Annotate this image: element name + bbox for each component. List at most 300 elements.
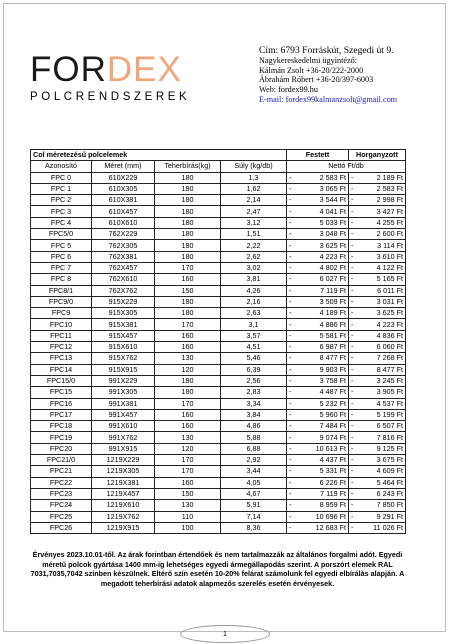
contact-address: Cím: 6793 Forráskút, Szegedi út 9. <box>259 45 394 56</box>
galvanized-price-cell: 4 223 Ft <box>357 319 406 330</box>
weight-cell: 4,51 <box>221 342 287 353</box>
load-capacity-cell: 170 <box>155 319 221 330</box>
painted-dash-cell: - <box>287 500 299 511</box>
size-cell: 610X457 <box>92 206 155 217</box>
galvanized-price-cell: 3 427 Ft <box>357 206 406 217</box>
weight-cell: 2,56 <box>221 375 287 386</box>
weight-cell: 4,05 <box>221 477 287 488</box>
weight-cell: 4,67 <box>221 488 287 499</box>
load-capacity-cell: 180 <box>155 183 221 194</box>
load-capacity-cell: 170 <box>155 455 221 466</box>
painted-dash-cell: - <box>287 443 299 454</box>
galvanized-dash-cell: - <box>349 342 357 353</box>
painted-dash-cell: - <box>287 330 299 341</box>
product-id-cell: FPC17 <box>31 409 92 420</box>
column-header: Teherbírás(kg) <box>155 161 221 172</box>
painted-dash-cell: - <box>287 364 299 375</box>
product-id-cell: FPC 8 <box>31 274 92 285</box>
table-row <box>31 500 406 511</box>
painted-price-cell: 4 223 Ft <box>299 251 349 262</box>
painted-dash-cell: - <box>287 455 299 466</box>
product-id-cell: FPC10 <box>31 319 92 330</box>
header-festett: Festett <box>287 150 349 161</box>
load-capacity-cell: 160 <box>155 421 221 432</box>
size-cell: 762X457 <box>92 262 155 273</box>
contact-line: Ábrahám Róbert +36-20/397-6003 <box>259 75 374 85</box>
painted-dash-cell: - <box>287 421 299 432</box>
product-id-cell: FPC13 <box>31 353 92 364</box>
galvanized-dash-cell: - <box>349 195 357 206</box>
weight-cell: 6,39 <box>221 364 287 375</box>
galvanized-price-cell: 3 625 Ft <box>357 308 406 319</box>
galvanized-dash-cell: - <box>349 375 357 386</box>
load-capacity-cell: 170 <box>155 466 221 477</box>
product-id-cell: FPC26 <box>31 522 92 533</box>
product-id-cell: FPC24 <box>31 500 92 511</box>
weight-cell: 1,62 <box>221 183 287 194</box>
painted-price-cell: 5 232 Ft <box>299 398 349 409</box>
table-row <box>31 217 406 228</box>
size-cell: 610X610 <box>92 217 155 228</box>
table-row <box>31 409 406 420</box>
table-row <box>31 319 406 330</box>
product-id-cell: FPC19 <box>31 432 92 443</box>
galvanized-price-cell: 4 609 Ft <box>357 466 406 477</box>
table-row <box>31 308 406 319</box>
table-row <box>31 364 406 375</box>
size-cell: 762X305 <box>92 240 155 251</box>
product-id-cell: FPC 6 <box>31 251 92 262</box>
contact-email[interactable]: E-mail: fordex99kalmanzsolt@gmail.com <box>259 94 398 104</box>
galvanized-price-cell: 2 189 Ft <box>357 172 406 183</box>
painted-price-cell: 8 959 Ft <box>299 500 349 511</box>
galvanized-dash-cell: - <box>349 262 357 273</box>
painted-price-cell: 4 886 Ft <box>299 319 349 330</box>
table-row <box>31 342 406 353</box>
galvanized-price-cell: 4 255 Ft <box>357 217 406 228</box>
galvanized-dash-cell: - <box>349 274 357 285</box>
table-row <box>31 251 406 262</box>
painted-price-cell: 12 683 Ft <box>299 522 349 533</box>
table-row <box>31 195 406 206</box>
galvanized-dash-cell: - <box>349 500 357 511</box>
galvanized-price-cell: 3 031 Ft <box>357 296 406 307</box>
table-row <box>31 432 406 443</box>
galvanized-dash-cell: - <box>349 455 357 466</box>
galvanized-dash-cell: - <box>349 183 357 194</box>
galvanized-dash-cell: - <box>349 522 357 533</box>
size-cell: 991X610 <box>92 421 155 432</box>
load-capacity-cell: 160 <box>155 409 221 420</box>
galvanized-dash-cell: - <box>349 488 357 499</box>
painted-price-cell: 6 027 Ft <box>299 274 349 285</box>
load-capacity-cell: 180 <box>155 195 221 206</box>
table-row <box>31 387 406 398</box>
painted-dash-cell: - <box>287 285 299 296</box>
painted-dash-cell: - <box>287 262 299 273</box>
painted-dash-cell: - <box>287 353 299 364</box>
size-cell: 1219X762 <box>92 511 155 522</box>
product-id-cell: FPC5/0 <box>31 229 92 240</box>
load-capacity-cell: 100 <box>155 522 221 533</box>
galvanized-dash-cell: - <box>349 251 357 262</box>
galvanized-price-cell: 6 011 Ft <box>357 285 406 296</box>
painted-dash-cell: - <box>287 229 299 240</box>
weight-cell: 5,91 <box>221 500 287 511</box>
load-capacity-cell: 180 <box>155 172 221 183</box>
company-logo <box>30 52 190 103</box>
galvanized-price-cell: 7 816 Ft <box>357 432 406 443</box>
galvanized-dash-cell: - <box>349 240 357 251</box>
painted-dash-cell: - <box>287 511 299 522</box>
load-capacity-cell: 130 <box>155 353 221 364</box>
painted-price-cell: 3 065 Ft <box>299 183 349 194</box>
size-cell: 1219X305 <box>92 466 155 477</box>
table-row <box>31 511 406 522</box>
painted-dash-cell: - <box>287 217 299 228</box>
logo-text-dex: DEX <box>106 50 182 89</box>
galvanized-price-cell: 6 243 Ft <box>357 488 406 499</box>
painted-price-cell: 6 987 Ft <box>299 342 349 353</box>
weight-cell: 2,14 <box>221 195 287 206</box>
table-row <box>31 229 406 240</box>
size-cell: 915X915 <box>92 364 155 375</box>
table-row <box>31 375 406 386</box>
table-row <box>31 262 406 273</box>
painted-price-cell: 7 119 Ft <box>299 488 349 499</box>
validity-note: Érvényes 2023.10.01-től. Az árak forintban értendőek és nem tartalmazzák az általános forgalmi adót. Egyedi méretű polcok gyártása 1400 mm-ig lehetséges egyedi ármegállapodás szerint. A porszórt elemek RAL 7031,7035,7042 színben készülnek. Eltérő szín esetén 10-20% felárat számolunk fel egyedi elbírálás alapján. A megadott teherbírási adatok alapmezős szerelés esetén érvényesek. <box>30 550 405 588</box>
galvanized-dash-cell: - <box>349 206 357 217</box>
table-row <box>31 522 406 533</box>
painted-price-cell: 6 226 Ft <box>299 477 349 488</box>
painted-price-cell: 4 041 Ft <box>299 206 349 217</box>
table-row <box>31 330 406 341</box>
product-id-cell: FPC9 <box>31 308 92 319</box>
galvanized-dash-cell: - <box>349 353 357 364</box>
table-row <box>31 296 406 307</box>
load-capacity-cell: 180 <box>155 296 221 307</box>
weight-cell: 3,1 <box>221 319 287 330</box>
size-cell: 610X229 <box>92 172 155 183</box>
size-cell: 762X762 <box>92 285 155 296</box>
table-row <box>31 421 406 432</box>
painted-dash-cell: - <box>287 319 299 330</box>
galvanized-dash-cell: - <box>349 217 357 228</box>
load-capacity-cell: 180 <box>155 217 221 228</box>
painted-price-cell: 5 033 Ft <box>299 217 349 228</box>
size-cell: 991X305 <box>92 387 155 398</box>
galvanized-price-cell: 3 610 Ft <box>357 251 406 262</box>
galvanized-price-cell: 5 464 Ft <box>357 477 406 488</box>
weight-cell: 3,12 <box>221 217 287 228</box>
galvanized-dash-cell: - <box>349 409 357 420</box>
contact-web: Web: fordex99.hu <box>259 85 318 95</box>
table-row <box>31 240 406 251</box>
load-capacity-cell: 120 <box>155 443 221 454</box>
product-id-cell: FPC11 <box>31 330 92 341</box>
size-cell: 610X305 <box>92 183 155 194</box>
painted-dash-cell: - <box>287 398 299 409</box>
size-cell: 762X229 <box>92 229 155 240</box>
column-header: Azonosító <box>31 161 92 172</box>
galvanized-dash-cell: - <box>349 466 357 477</box>
product-id-cell: FPC15 <box>31 387 92 398</box>
table-row <box>31 172 406 183</box>
product-id-cell: FPC18 <box>31 421 92 432</box>
load-capacity-cell: 170 <box>155 262 221 273</box>
galvanized-dash-cell: - <box>349 296 357 307</box>
galvanized-price-cell: 4 836 Ft <box>357 330 406 341</box>
painted-price-cell: 10 613 Ft <box>299 443 349 454</box>
painted-dash-cell: - <box>287 375 299 386</box>
load-capacity-cell: 160 <box>155 330 221 341</box>
painted-dash-cell: - <box>287 240 299 251</box>
painted-dash-cell: - <box>287 432 299 443</box>
galvanized-price-cell: 11 026 Ft <box>357 522 406 533</box>
galvanized-dash-cell: - <box>349 285 357 296</box>
galvanized-price-cell: 5 165 Ft <box>357 274 406 285</box>
page-number: 1 <box>180 625 270 643</box>
product-id-cell: FPC12 <box>31 342 92 353</box>
galvanized-dash-cell: - <box>349 477 357 488</box>
size-cell: 610X381 <box>92 195 155 206</box>
galvanized-dash-cell: - <box>349 319 357 330</box>
painted-price-cell: 9 074 Ft <box>299 432 349 443</box>
painted-dash-cell: - <box>287 466 299 477</box>
size-cell: 991X915 <box>92 443 155 454</box>
galvanized-price-cell: 4 122 Ft <box>357 262 406 273</box>
painted-price-cell: 5 581 Ft <box>299 330 349 341</box>
galvanized-dash-cell: - <box>349 387 357 398</box>
product-id-cell: FPC 1 <box>31 183 92 194</box>
product-id-cell: FPC16 <box>31 398 92 409</box>
painted-dash-cell: - <box>287 296 299 307</box>
weight-cell: 1,51 <box>221 229 287 240</box>
size-cell: 1219X381 <box>92 477 155 488</box>
galvanized-dash-cell: - <box>349 330 357 341</box>
galvanized-price-cell: 3 905 Ft <box>357 387 406 398</box>
product-id-cell: FPC21/0 <box>31 455 92 466</box>
size-cell: 762X610 <box>92 274 155 285</box>
galvanized-dash-cell: - <box>349 308 357 319</box>
load-capacity-cell: 180 <box>155 387 221 398</box>
weight-cell: 3,81 <box>221 274 287 285</box>
weight-cell: 3,44 <box>221 466 287 477</box>
galvanized-dash-cell: - <box>349 398 357 409</box>
load-capacity-cell: 180 <box>155 375 221 386</box>
load-capacity-cell: 150 <box>155 488 221 499</box>
painted-dash-cell: - <box>287 206 299 217</box>
size-cell: 991X229 <box>92 375 155 386</box>
size-cell: 1219X610 <box>92 500 155 511</box>
weight-cell: 8,36 <box>221 522 287 533</box>
size-cell: 991X457 <box>92 409 155 420</box>
galvanized-price-cell: 7 268 Ft <box>357 353 406 364</box>
table-row <box>31 353 406 364</box>
painted-dash-cell: - <box>287 409 299 420</box>
table-row <box>31 466 406 477</box>
weight-cell: 2,62 <box>221 251 287 262</box>
weight-cell: 2,92 <box>221 455 287 466</box>
size-cell: 1219X457 <box>92 488 155 499</box>
product-id-cell: FPC9/0 <box>31 296 92 307</box>
weight-cell: 2,16 <box>221 296 287 307</box>
header-horganyzott: Horganyzott <box>349 150 406 161</box>
table-row <box>31 398 406 409</box>
painted-dash-cell: - <box>287 387 299 398</box>
weight-cell: 7,14 <box>221 511 287 522</box>
weight-cell: 4,86 <box>221 421 287 432</box>
contact-block <box>259 45 397 105</box>
table-row <box>31 477 406 488</box>
galvanized-price-cell: 3 245 Ft <box>357 375 406 386</box>
size-cell: 915X457 <box>92 330 155 341</box>
table-row <box>31 206 406 217</box>
painted-price-cell: 7 119 Ft <box>299 285 349 296</box>
load-capacity-cell: 180 <box>155 240 221 251</box>
painted-dash-cell: - <box>287 488 299 499</box>
galvanized-price-cell: 2 583 Ft <box>357 183 406 194</box>
product-id-cell: FPC 2 <box>31 195 92 206</box>
galvanized-price-cell: 4 537 Ft <box>357 398 406 409</box>
galvanized-price-cell: 3 675 Ft <box>357 455 406 466</box>
galvanized-price-cell: 6 060 Ft <box>357 342 406 353</box>
product-id-cell: FPC 3 <box>31 206 92 217</box>
load-capacity-cell: 180 <box>155 308 221 319</box>
weight-cell: 3,34 <box>221 398 287 409</box>
product-id-cell: FPC23 <box>31 488 92 499</box>
painted-price-cell: 3 509 Ft <box>299 296 349 307</box>
painted-price-cell: 3 758 Ft <box>299 375 349 386</box>
load-capacity-cell: 180 <box>155 206 221 217</box>
painted-price-cell: 3 048 Ft <box>299 229 349 240</box>
table-row <box>31 488 406 499</box>
size-cell: 915X381 <box>92 319 155 330</box>
product-id-cell: FPC 7 <box>31 262 92 273</box>
painted-dash-cell: - <box>287 522 299 533</box>
product-id-cell: FPC21 <box>31 466 92 477</box>
painted-price-cell: 10 696 Ft <box>299 511 349 522</box>
galvanized-dash-cell: - <box>349 511 357 522</box>
load-capacity-cell: 120 <box>155 364 221 375</box>
painted-dash-cell: - <box>287 172 299 183</box>
painted-price-cell: 5 331 Ft <box>299 466 349 477</box>
size-cell: 991X381 <box>92 398 155 409</box>
weight-cell: 3,02 <box>221 262 287 273</box>
painted-dash-cell: - <box>287 308 299 319</box>
load-capacity-cell: 110 <box>155 511 221 522</box>
weight-cell: 3,57 <box>221 330 287 341</box>
product-id-cell: FPC20 <box>31 443 92 454</box>
painted-price-cell: 7 484 Ft <box>299 421 349 432</box>
painted-price-cell: 4 802 Ft <box>299 262 349 273</box>
size-cell: 1219X915 <box>92 522 155 533</box>
load-capacity-cell: 180 <box>155 229 221 240</box>
painted-price-cell: 2 583 Ft <box>299 172 349 183</box>
size-cell: 991X762 <box>92 432 155 443</box>
weight-cell: 6,88 <box>221 443 287 454</box>
weight-cell: 5,88 <box>221 432 287 443</box>
product-id-cell: FPC 4 <box>31 217 92 228</box>
galvanized-price-cell: 9 291 Ft <box>357 511 406 522</box>
table-row <box>31 274 406 285</box>
painted-price-cell: 3 544 Ft <box>299 195 349 206</box>
table-row <box>31 183 406 194</box>
contact-line: Nagykereskedelmi ügyintéző: <box>259 56 357 65</box>
weight-cell: 4,26 <box>221 285 287 296</box>
load-capacity-cell: 130 <box>155 432 221 443</box>
logo-subtitle: POLCRENDSZEREK <box>30 91 191 103</box>
painted-price-cell: 3 625 Ft <box>299 240 349 251</box>
size-cell: 762X381 <box>92 251 155 262</box>
table-row <box>31 443 406 454</box>
load-capacity-cell: 150 <box>155 285 221 296</box>
galvanized-price-cell: 2 998 Ft <box>357 195 406 206</box>
column-header: Súly (kg/db) <box>221 161 287 172</box>
product-id-cell: FPC14 <box>31 364 92 375</box>
galvanized-price-cell: 2 600 Ft <box>357 229 406 240</box>
product-id-cell: FPC 0 <box>31 172 92 183</box>
table-row <box>31 285 406 296</box>
painted-price-cell: 5 960 Ft <box>299 409 349 420</box>
size-cell: 915X305 <box>92 308 155 319</box>
logo-text-for: FOR <box>30 50 107 89</box>
product-id-cell: FPC22 <box>31 477 92 488</box>
product-id-cell: FPC25 <box>31 511 92 522</box>
galvanized-price-cell: 3 114 Ft <box>357 240 406 251</box>
painted-dash-cell: - <box>287 342 299 353</box>
painted-price-cell: 4 437 Ft <box>299 455 349 466</box>
product-id-cell: FPC15/0 <box>31 375 92 386</box>
load-capacity-cell: 170 <box>155 398 221 409</box>
galvanized-dash-cell: - <box>349 432 357 443</box>
galvanized-price-cell: 8 477 Ft <box>357 364 406 375</box>
size-cell: 915X610 <box>92 342 155 353</box>
painted-dash-cell: - <box>287 251 299 262</box>
galvanized-dash-cell: - <box>349 421 357 432</box>
size-cell: 915X229 <box>92 296 155 307</box>
size-cell: 915X762 <box>92 353 155 364</box>
painted-price-cell: 9 903 Ft <box>299 364 349 375</box>
weight-cell: 1,3 <box>221 172 287 183</box>
product-id-cell: FPC8/1 <box>31 285 92 296</box>
section-title: Col méretezésű polcelemek <box>31 150 287 161</box>
galvanized-price-cell: 5 199 Ft <box>357 409 406 420</box>
load-capacity-cell: 160 <box>155 342 221 353</box>
weight-cell: 2,83 <box>221 387 287 398</box>
painted-dash-cell: - <box>287 195 299 206</box>
galvanized-dash-cell: - <box>349 364 357 375</box>
load-capacity-cell: 130 <box>155 500 221 511</box>
painted-dash-cell: - <box>287 274 299 285</box>
weight-cell: 2,47 <box>221 206 287 217</box>
price-table <box>30 149 406 534</box>
painted-price-cell: 8 477 Ft <box>299 353 349 364</box>
galvanized-price-cell: 6 507 Ft <box>357 421 406 432</box>
painted-price-cell: 4 189 Ft <box>299 308 349 319</box>
weight-cell: 2,63 <box>221 308 287 319</box>
painted-dash-cell: - <box>287 183 299 194</box>
painted-dash-cell: - <box>287 477 299 488</box>
table-row <box>31 455 406 466</box>
painted-price-cell: 4 487 Ft <box>299 387 349 398</box>
load-capacity-cell: 160 <box>155 477 221 488</box>
galvanized-price-cell: 7 850 Ft <box>357 500 406 511</box>
weight-cell: 2,22 <box>221 240 287 251</box>
galvanized-dash-cell: - <box>349 172 357 183</box>
galvanized-dash-cell: - <box>349 229 357 240</box>
galvanized-price-cell: 9 125 Ft <box>357 443 406 454</box>
